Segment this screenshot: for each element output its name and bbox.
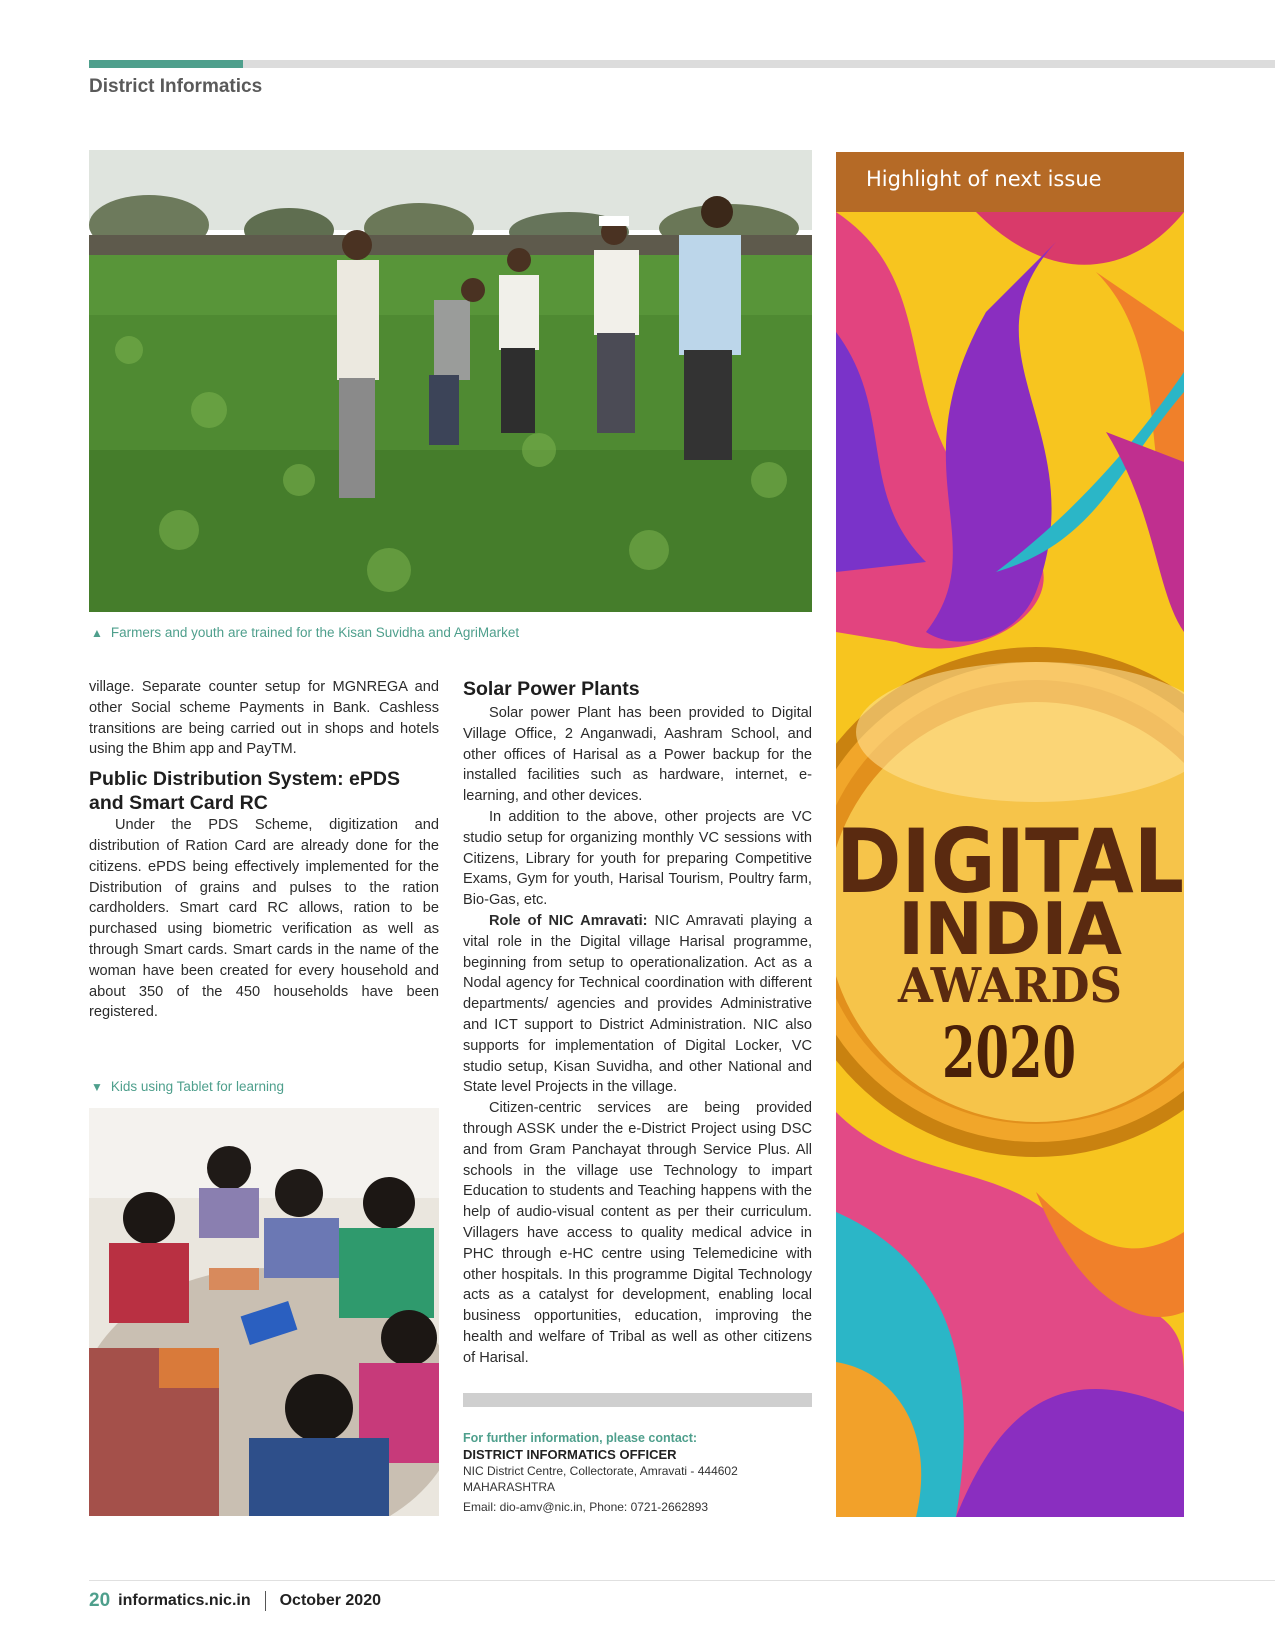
caption-down-triangle-icon: ▼ <box>91 1080 103 1094</box>
next-issue-banner <box>836 152 1184 212</box>
role-paragraph <box>463 911 812 1098</box>
award-line-india: INDIA <box>898 887 1123 971</box>
solar-paragraph-2: In addition to the above, other projects are VC studio setup for organizing monthly VC sessions with Citizens, Library for youth for preparing Competitive Exams, Gym for youth, Harisal Tourism, Poultry farm, Bio-Gas, etc. <box>463 808 812 909</box>
issue-date: October 2020 <box>279 1592 381 1609</box>
header-accent-rule <box>89 60 243 68</box>
pds-paragraph: Under the PDS Scheme, digitization and distribution of Ration Card are already done for the citizens. ePDS being effectively implemented for the Distribution of grains and pulses to the ration cardholders. Smart card RC allows, ration to be purchased using biometric verification as well as through Smart cards. Smart cards in the name of the woman have been created for every household and about 350 of the 450 households have been registered. <box>89 817 439 1021</box>
footer-separator <box>265 1591 266 1611</box>
page-number: 20 <box>89 1590 111 1611</box>
award-line-awards: AWARDS <box>897 958 1122 1014</box>
page-footer <box>89 1587 381 1615</box>
contact-address-line-2: MAHARASHTRA <box>463 1480 556 1494</box>
left-text-column <box>89 677 439 1023</box>
contact-address-line-1: NIC District Centre, Collectorate, Amravati - 444602 <box>463 1464 738 1478</box>
contact-block <box>463 1430 823 1515</box>
role-body: NIC Amravati playing a vital role in the Digital village Harisal programme, beginning from setup to operationalization. Act as a Nodal agency for Technical coordination with different departments/ agencies and provides Administrative and ICT support to District Administration. NIC also supports for implementation of Digital Locker, VC studio setup, Kisan Suvidha, and other National and State level Projects in the village. <box>463 912 812 1096</box>
farm-photo-caption: ▲ Farmers and youth are trained for the Kisan Suvidha and AgriMarket <box>91 625 520 640</box>
role-label: Role of NIC Amravati: <box>489 912 648 929</box>
kids-tablet-photo <box>89 1108 439 1516</box>
kids-photo-caption: ▼ Kids using Tablet for learning <box>91 1079 284 1094</box>
award-line-digital: DIGITAL <box>836 810 1184 913</box>
contact-email-phone: Email: dio-amv@nic.in, Phone: 0721-2662893 <box>463 1500 708 1514</box>
header-rule <box>243 60 1275 68</box>
pds-heading: Public Distribution System: ePDS and Smart Card RC <box>89 768 400 815</box>
middle-text-column <box>463 677 812 1369</box>
award-year: 2020 <box>942 1011 1076 1094</box>
solar-heading: Solar Power Plants <box>463 678 640 700</box>
solar-paragraph-1: Solar power Plant has been provided to Digital Village Office, 2 Anganwadi, Aashram School, and other offices of Harisal as a Power backup for the installed facilities such as hardware, internet, e-learning, and other devices. <box>463 705 812 805</box>
digital-india-awards-artwork <box>836 212 1184 1517</box>
contact-divider <box>463 1393 812 1407</box>
footer-rule <box>89 1580 1275 1581</box>
section-label: District Informatics <box>89 76 263 97</box>
citizen-services-paragraph: Citizen-centric services are being provided through ASSK under the e-District Project using DSC and from Gram Panchayat through Service Plus. All schools in the village use Technology to impart Education to students and Teaching happens with the help of audio-visual content as per their curriculum. Villagers have access to quality medical advice in PHC through e-HC centre using Telemedicine with other hospitals. In this programme Digital Technology acts as a catalyst for development, enabling local business opportunities, education, improving the health and welfare of Tribal as well as other citizens of Harisal. <box>463 1100 812 1366</box>
contact-title: DISTRICT INFORMATICS OFFICER <box>463 1447 677 1462</box>
farmers-field-photo <box>89 150 812 612</box>
caption-up-triangle-icon: ▲ <box>91 626 103 640</box>
contact-heading: For further information, please contact: <box>463 1431 698 1445</box>
next-issue-label: Highlight of next issue <box>866 167 1102 191</box>
footer-site-link[interactable]: informatics.nic.in <box>118 1592 251 1609</box>
intro-paragraph: village. Separate counter setup for MGNREGA and other Social scheme Payments in Bank. Cashless transitions are being carried out in shops and hotels using the Bhim app and PayTM. <box>89 679 439 758</box>
